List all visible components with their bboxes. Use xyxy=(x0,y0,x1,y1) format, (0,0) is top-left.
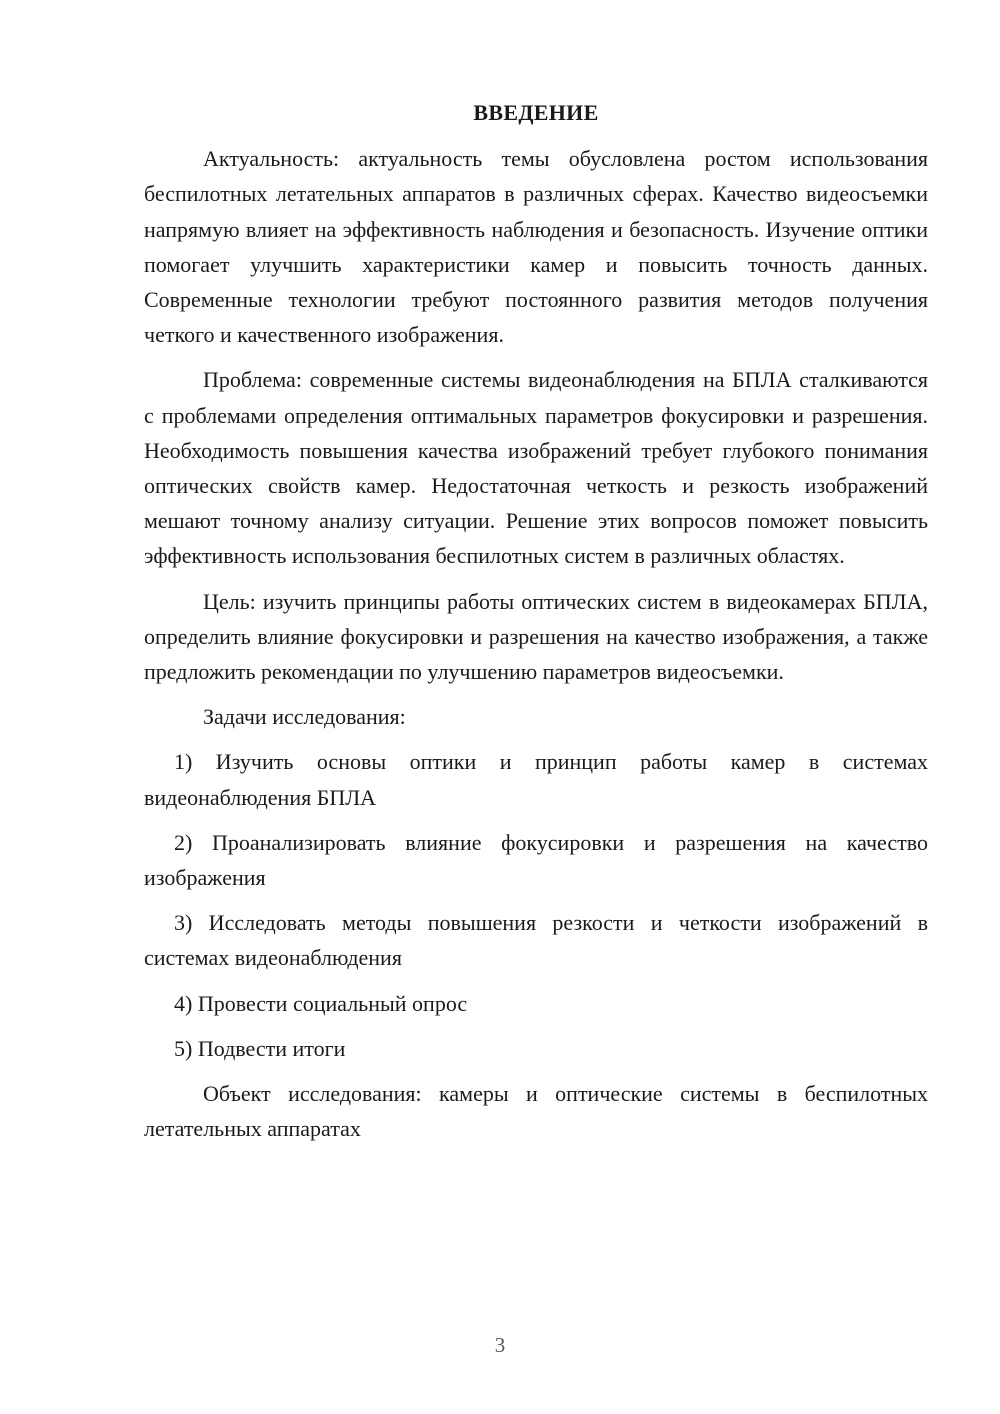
paragraph-goal: Цель: изучить принципы работы оптических систем в видеокамерах БПЛА, определить влияние фокусировки и разрешения на качество изображения, а также предложить рекомендации по улучшению параметров видеосъемки. xyxy=(144,588,928,685)
page-content xyxy=(144,95,928,1156)
task-item-4: 4) Провести социальный опрос xyxy=(174,990,468,1016)
paragraph-object: Объект исследования: камеры и оптические системы в беспилотных летательных аппаратах xyxy=(144,1081,928,1142)
paragraph-relevance: Актуальность: актуальность темы обусловлена ростом использования беспилотных летательных аппаратов в различных сферах. Качество видеосъемки напрямую влияет на эффективность наблюдения и безопасность. Изучение оптики помогает улучшить характеристики камер и повысить точность данных. Современные технологии требуют постоянного развития методов получения четкого и качественного изображения. xyxy=(144,146,928,348)
task-item-3: 3) Исследовать методы повышения резкости и четкости изображений в системах видеонаблюдения xyxy=(144,910,928,971)
task-item-2: 2) Проанализировать влияние фокусировки и разрешения на качество изображения xyxy=(144,829,928,891)
page-number: 3 xyxy=(494,1333,506,1357)
task-item-5: 5) Подвести итоги xyxy=(174,1035,346,1061)
paragraph-problem: Проблема: современные системы видеонаблюдения на БПЛА сталкиваются с проблемами определения оптимальных параметров фокусировки и разрешения. Необходимость повышения качества изображений требует глубокого понимания оптических свойств камер. Недостаточная четкость и резкость изображений мешают точному анализу ситуации. Решение этих вопросов поможет повысить эффективность использования беспилотных систем в различных областях. xyxy=(144,367,928,569)
tasks-heading: Задачи исследования: xyxy=(203,704,406,730)
section-title: ВВЕДЕНИЕ xyxy=(473,100,599,125)
task-item-1: 1) Изучить основы оптики и принцип работы камер в системах видеонаблюдения БПЛА xyxy=(144,749,928,810)
